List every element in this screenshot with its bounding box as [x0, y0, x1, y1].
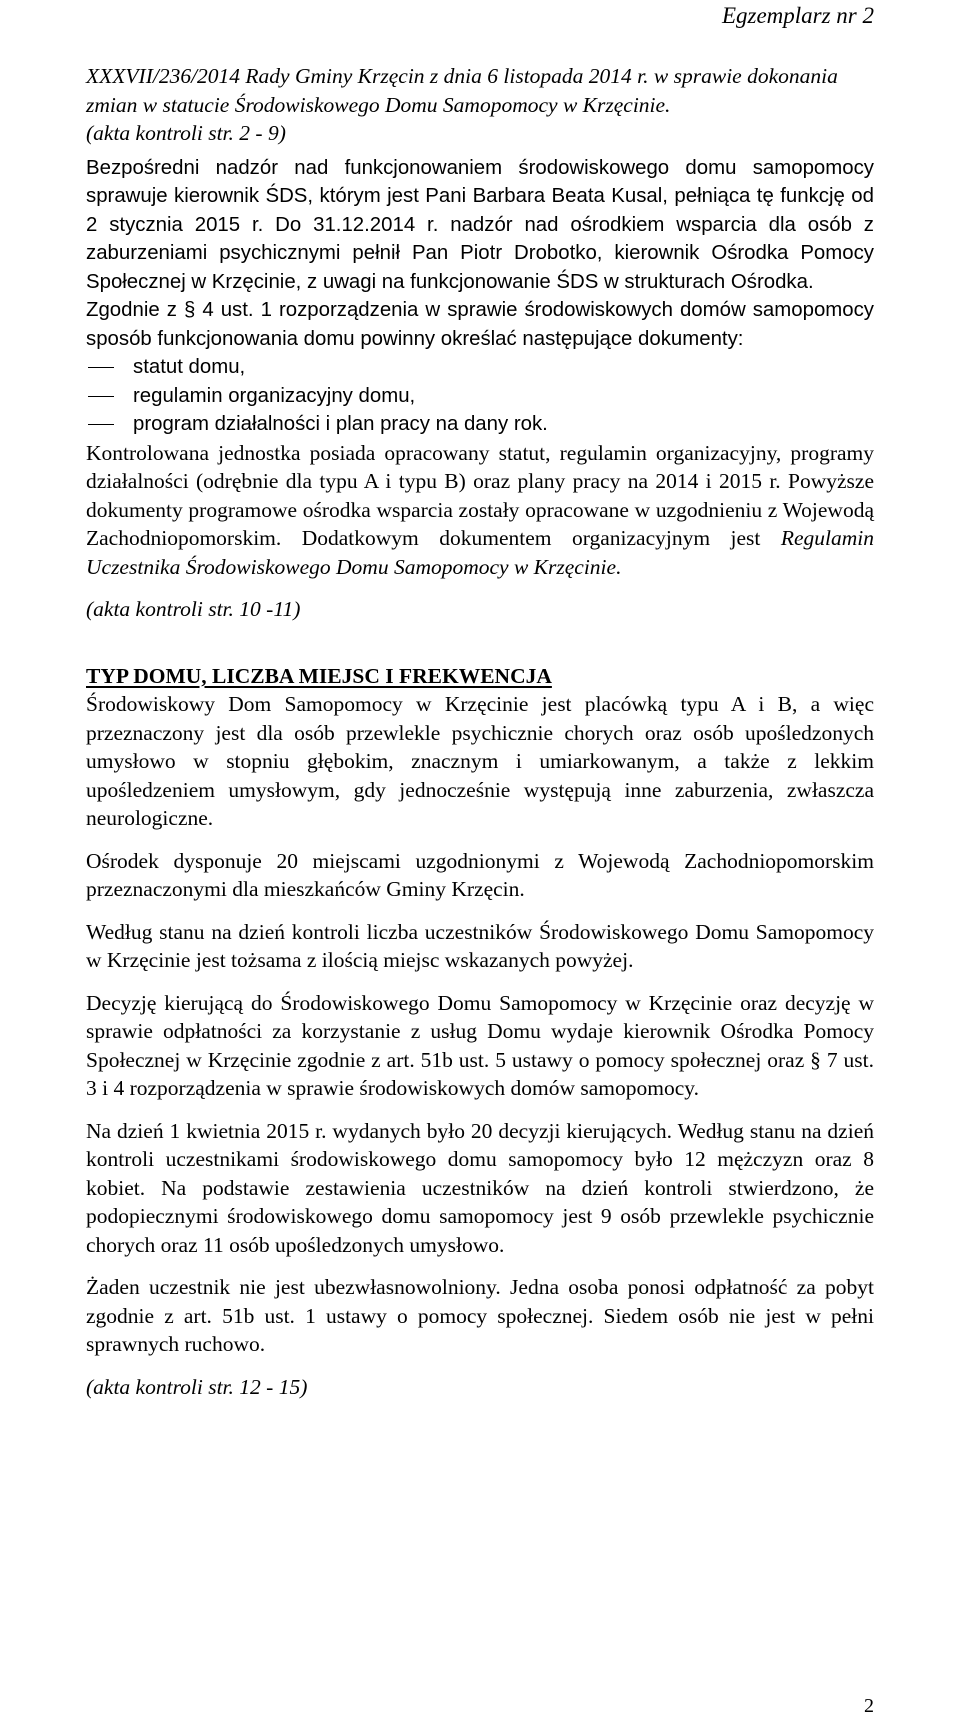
- list-item: statut domu,: [86, 353, 874, 382]
- dash-bullet-icon: [88, 424, 114, 425]
- documents-paragraph: Kontrolowana jednostka posiada opracowany statut, regulamin organizacyjny, programy działalności (odrębnie dla typu A i typu B) oraz plany pracy na 2014 i 2015 r. Powyższe dokumenty programowe ośrodka wsparcia zostały opracowane w uzgodnieniu z Wojewodą Zachodniopomorskim. Dodatkowym dokumentem organizacyjnym jest Regulamin Uczestnika Środowiskowego Domu Samopomocy w Krzęcinie.: [86, 440, 874, 579]
- list-item: program działalności i plan pracy na dany rok.: [86, 410, 874, 439]
- facility-type-paragraph: Środowiskowy Dom Samopomocy w Krzęcinie jest placówką typu A i B, a więc przeznaczony jest dla osób przewlekle psychicznie chorych oraz osób upośledzonych umysłowo w stopniu głębokim, znacznym i umiarkowanym, a także z lekkim upośledzeniem umysłowym, gdy jednocześnie występują inne zaburzenia, zwłaszcza neurologiczne.: [86, 692, 874, 830]
- files-reference-1: (akta kontroli str. 2 - 9): [86, 121, 286, 145]
- referral-decision-paragraph: Decyzję kierującą do Środowiskowego Domu Samopomocy w Krzęcinie oraz decyzję w sprawie odpłatności za korzystanie z usług Domu wydaje kierownik Ośrodka Pomocy Społecznej w Krzęcinie zgodnie z art. 51b ust. 5 ustawy o pomocy społecznej oraz § 7 ust. 3 i 4 rozporządzenia w sprawie środowiskowych domów samopomocy.: [86, 990, 874, 1100]
- resolution-reference: XXXVII/236/2014 Rady Gminy Krzęcin z dnia 6 listopada 2014 r. w sprawie dokonania zmian w statucie Środowiskowego Domu Samopomocy w Krzęcinie.: [86, 64, 838, 117]
- required-documents-list: [86, 353, 874, 439]
- supervision-paragraph: Bezpośredni nadzór nad funkcjonowaniem środowiskowego domu samopomocy sprawuje kierownik ŚDS, którym jest Pani Barbara Beata Kusal, pełniąca tę funkcję od 2 stycznia 2015 r. Do 31.12.2014 r. nadzór nad ośrodkiem wsparcia dla osób z zaburzeniami psychicznymi pełnił Pan Piotr Drobotko, kierownik Ośrodka Pomocy Społecznej w Krzęcinie, z uwagi na funkcjonowanie ŚDS w strukturach Ośrodka.: [86, 156, 874, 293]
- regulation-paragraph: Zgodnie z § 4 ust. 1 rozporządzenia w sprawie środowiskowych domów samopomocy sposób funkcjonowania domu powinny określać następujące dokumenty:: [86, 299, 874, 350]
- dash-bullet-icon: [88, 367, 114, 368]
- decisions-statistics-paragraph: Na dzień 1 kwietnia 2015 r. wydanych było 20 decyzji kierujących. Według stanu na dzień kontroli uczestnikami środowiskowego domu samopomocy było 12 mężczyzn oraz 8 kobiet. Na podstawie zestawienia uczestników na dzień kontroli stwierdzono, że podopiecznymi środowiskowego domu samopomocy jest 9 osób przewlekle psychicznie chorych oraz 11 osób upośledzonych umysłowo.: [86, 1118, 874, 1257]
- participant-regulation-title: Regulamin Uczestnika Środowiskowego Domu Samopomocy w Krzęcinie.: [86, 526, 874, 579]
- files-reference-2: (akta kontroli str. 10 -11): [86, 597, 301, 621]
- files-reference-3: (akta kontroli str. 12 - 15): [86, 1374, 308, 1399]
- dash-bullet-icon: [88, 396, 114, 397]
- list-item: regulamin organizacyjny domu,: [86, 382, 874, 411]
- participants-count-paragraph: Według stanu na dzień kontroli liczba uczestników Środowiskowego Domu Samopomocy w Krzęcinie jest tożsama z ilością miejsc wskazanych powyżej.: [86, 919, 874, 972]
- supervision-block: [86, 154, 874, 439]
- capacity-paragraph: Ośrodek dysponuje 20 miejscami uzgodnionymi z Wojewodą Zachodniopomorskim przeznaczonymi dla mieszkańców Gminy Krzęcin.: [86, 848, 874, 901]
- page-number: 2: [864, 1695, 874, 1717]
- incapacitation-paragraph: Żaden uczestnik nie jest ubezwłasnowolniony. Jedna osoba ponosi odpłatność za pobyt zgodnie z art. 51b ust. 1 ustawy o pomocy społecznej. Siedem osób nie jest w pełni sprawnych ruchowo.: [86, 1275, 874, 1356]
- section-heading: TYP DOMU, LICZBA MIEJSC I FREKWENCJA: [86, 663, 552, 688]
- copy-number-label: Egzemplarz nr 2: [721, 3, 874, 28]
